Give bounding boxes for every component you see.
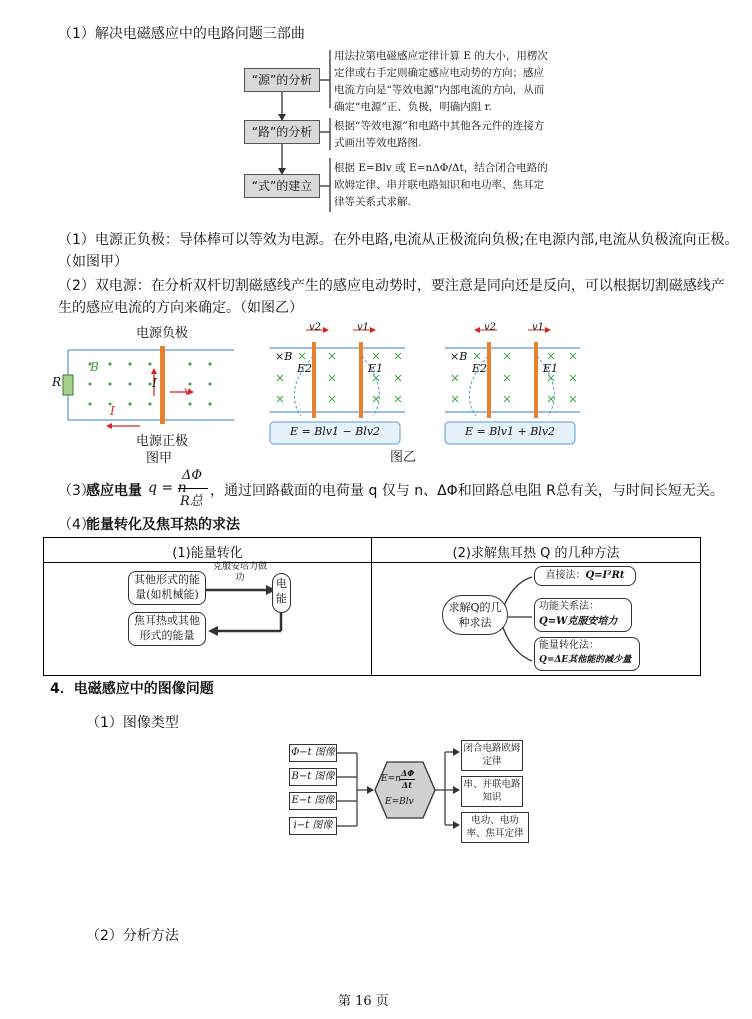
para-source-line2: （如图甲） <box>58 254 128 270</box>
method-conversion-formula: Q=ΔE其他能的减少量 <box>539 655 632 665</box>
image-subheading-types: （1）图像类型 <box>86 715 179 731</box>
other-energy-box: 其他形式的能量(如机械能) <box>128 571 206 605</box>
para-double-line2: 生的感应电流的方向来确定。（如图乙） <box>58 300 303 316</box>
step-source-desc: 用法拉第电磁感应定律计算 E 的大小，用楞次定律或右手定则确定感应电动势的方向；感应电流方向是“等效电源”内部电流的方向，从而确定“电源”正、负极，明确内阻 r. <box>334 50 548 113</box>
v1-label: v1 <box>532 322 545 333</box>
v1-label: v1 <box>357 322 370 333</box>
step-equation-label: “式”的建立 <box>244 174 320 198</box>
power-joule-box: 电功、电功率、焦耳定律 <box>461 812 529 843</box>
caption-jia: 图甲 <box>146 451 173 466</box>
phi-t-graph-box: Φ−t 图像 <box>289 744 337 762</box>
hex-formula-blv: E=Blv <box>385 797 414 807</box>
resistor-label: R <box>52 375 62 389</box>
energy-heading-prefix: （4） <box>58 517 95 533</box>
col2-header: (2)求解焦耳热 Q 的几种方法 <box>452 546 620 561</box>
image-types-diagram <box>285 740 535 840</box>
field-label: ×B <box>450 350 468 363</box>
e-t-graph-box: E−t 图像 <box>289 792 337 810</box>
para-double-line1: （2）双电源：在分析双杆切割磁感线产生的感应电动势时，要注意是同向还是反向，可以根据切割磁感线产 <box>58 278 725 294</box>
figure-yi-left <box>265 320 410 450</box>
E1-label: E1 <box>368 362 384 375</box>
charge-line <box>58 468 748 512</box>
b-t-graph-box: B−t 图像 <box>289 768 337 786</box>
joule-heat-box: 焦耳热或其他形式的能量 <box>128 612 206 646</box>
ohm-law-box: 闭合电路欧姆定律 <box>461 740 523 771</box>
E2-label: E2 <box>297 362 313 375</box>
image-subheading-method: （2）分析方法 <box>86 928 179 944</box>
section-heading: （1）解决电磁感应中的电路问题三部曲 <box>58 26 305 42</box>
method-work-energy <box>534 598 632 632</box>
method-work-formula: Q=W克服安培力 <box>539 616 618 627</box>
step-path-label: “路”的分析 <box>244 120 320 144</box>
series-parallel-box: 串、并联电路知识 <box>461 776 523 807</box>
rod-current-label: I <box>152 376 157 390</box>
figure-jia <box>50 320 250 465</box>
i-t-graph-box: i−t 图像 <box>289 817 337 835</box>
v2-label: v2 <box>484 322 497 333</box>
para-source-line1: （1）电源正负极：导体棒可以等效为电源。在外电路,电流从正极流向负极;在电源内部,电流从负极流向正极。 <box>58 232 739 248</box>
field-label: B <box>90 360 99 374</box>
velocity-label: v <box>184 384 191 398</box>
q-methods-oval: 求解Q的几种求法 <box>442 595 508 635</box>
charge-frac-bar <box>178 488 208 489</box>
method-direct-formula: Q=I²Rt <box>585 570 625 581</box>
hex-frac-num: ΔΦ <box>401 768 415 778</box>
image-heading: 4．电磁感应中的图像问题 <box>50 681 214 697</box>
label-positive-pole: 电源正极 <box>136 434 189 449</box>
electric-energy-circle: 电能 <box>272 573 291 613</box>
energy-table <box>43 537 701 676</box>
charge-frac-den: R总 <box>180 494 203 509</box>
hex-frac-den: Δt <box>402 780 412 790</box>
figure-yi-right <box>440 320 585 450</box>
charge-prefix: （3） <box>58 483 95 499</box>
formula-sum: E = Blv1 + Blv2 <box>464 425 556 438</box>
v2-label: v2 <box>309 322 322 333</box>
col1-header: (1)能量转化 <box>172 546 243 561</box>
hex-formula-flux: E=n <box>381 774 401 784</box>
ampere-work-label: 克服安培力做功 <box>212 562 267 583</box>
field-label: ×B <box>275 350 293 363</box>
step-source-label: “源”的分析 <box>244 68 320 92</box>
method-energy-conversion <box>534 637 640 671</box>
label-negative-pole: 电源负极 <box>136 326 189 341</box>
page-number: 第 16 页 <box>338 994 389 1009</box>
caption-yi: 图乙 <box>390 450 417 465</box>
charge-frac-num: ΔΦ <box>182 468 203 483</box>
E1-label: E1 <box>543 362 559 375</box>
energy-heading: 能量转化及焦耳热的求法 <box>86 517 240 533</box>
method-conversion-name: 能量转化法： <box>539 640 599 651</box>
charge-text: ，通过回路截面的电荷量 q 仅与 n、ΔΦ和回路总电阻 R总有关，与时间长短无关。 <box>210 483 724 499</box>
bottom-current-label: I <box>110 404 115 418</box>
charge-title: 感应电量 <box>86 483 142 499</box>
three-step-diagram <box>236 46 556 216</box>
method-work-name: 功能关系法： <box>539 601 599 612</box>
E2-label: E2 <box>472 362 488 375</box>
charge-equation: q = n <box>148 480 187 496</box>
method-direct <box>534 566 636 586</box>
formula-difference: E = Blv1 − Blv2 <box>289 425 381 438</box>
step-path-desc: 根据“等效电源”和电路中其他各元件的连接方式画出等效电路图. <box>334 120 545 149</box>
method-direct-name: 直接法： <box>545 570 586 581</box>
step-equation-desc: 根据 E=Blv 或 E=nΔΦ/Δt，结合闭合电路的欧姆定律、串并联电路知识和电功率、焦耳定律等关系式求解. <box>334 162 548 208</box>
